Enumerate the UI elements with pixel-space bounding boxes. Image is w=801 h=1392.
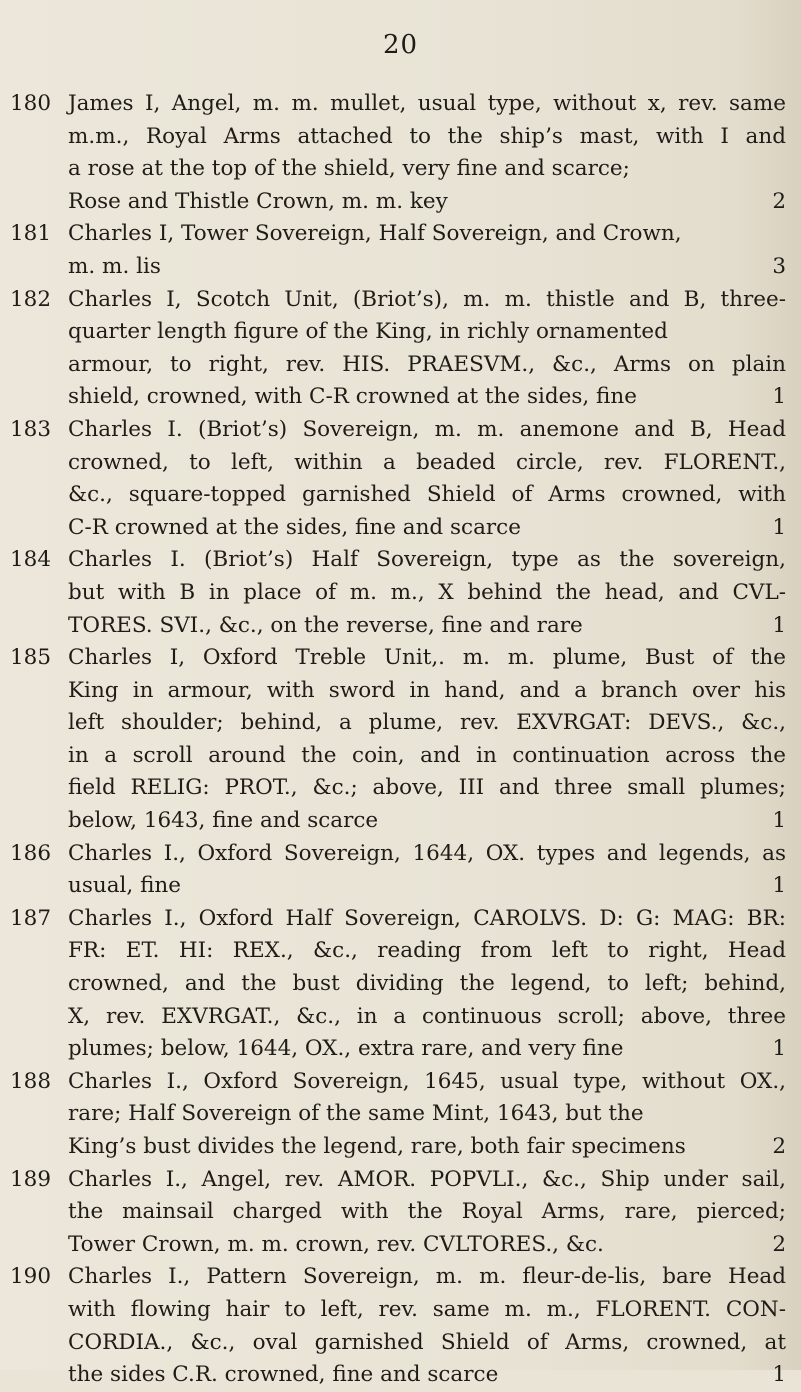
description-line xyxy=(68,218,786,251)
lot-description xyxy=(68,642,786,838)
description-line xyxy=(68,577,786,610)
lot-number: 189 xyxy=(10,1166,52,1192)
description-text: Charles I, Oxford Treble Unit,. m. m. plume, Bust of the xyxy=(68,645,786,671)
lot-entry xyxy=(10,414,786,544)
description-line xyxy=(68,349,786,382)
description-text: &c., square-topped garnished Shield of Arms crowned, with xyxy=(68,482,786,508)
description-text: with flowing hair to left, rev. same m. m., FLORENT. CON- xyxy=(68,1296,786,1322)
lot-entry xyxy=(10,544,786,642)
lot-description xyxy=(68,1164,786,1262)
lot-description xyxy=(68,903,786,1066)
lot-description xyxy=(68,1261,786,1391)
description-line xyxy=(68,610,786,643)
description-text: but with B in place of m. m., X behind the head, and CVL- xyxy=(68,579,786,605)
description-text: shield, crowned, with C-R crowned at the sides, fine xyxy=(68,384,637,410)
lot-entry xyxy=(10,218,786,283)
description-text: C-R crowned at the sides, fine and scarce xyxy=(68,514,521,540)
description-text: King in armour, with sword in hand, and a branch over his xyxy=(68,677,786,703)
description-line xyxy=(68,1196,786,1229)
description-line xyxy=(68,805,786,838)
description-line xyxy=(68,1098,786,1131)
lot-entry xyxy=(10,903,786,1066)
lot-number: 183 xyxy=(10,416,52,442)
description-line xyxy=(68,1066,786,1099)
description-line xyxy=(68,1229,786,1262)
lot-quantity: 1 xyxy=(772,514,786,540)
description-line xyxy=(68,675,786,708)
description-line xyxy=(68,121,786,154)
description-line xyxy=(68,1261,786,1294)
lot-description xyxy=(68,88,786,218)
description-line xyxy=(68,772,786,805)
description-text: King’s bust divides the legend, rare, both fair specimens xyxy=(68,1134,686,1159)
description-text: crowned, and the bust dividing the legend, to left; behind, xyxy=(68,971,786,997)
lot-number: 188 xyxy=(10,1068,52,1094)
description-line xyxy=(68,870,786,903)
description-text: Charles I., Oxford Sovereign, 1644, OX. types and legends, as xyxy=(68,840,786,866)
description-text: m. m. lis xyxy=(68,253,161,279)
lot-entry xyxy=(10,284,786,414)
description-text: usual, fine xyxy=(68,873,182,899)
description-line xyxy=(68,903,786,936)
lot-entry xyxy=(10,838,786,903)
description-text: rare; Half Sovereign of the same Mint, 1643, but the xyxy=(68,1101,644,1127)
description-line xyxy=(68,512,786,545)
description-line xyxy=(68,186,786,219)
lot-number: 180 xyxy=(10,91,52,116)
description-text: Charles I. (Briot’s) Half Sovereign, type as the sovereign, xyxy=(68,547,786,573)
description-text: Rose and Thistle Crown, m. m. key xyxy=(68,188,448,214)
description-line xyxy=(68,153,786,186)
description-text: Charles I., Oxford Half Sovereign, CAROLVS. D: G: MAG: BR: xyxy=(68,905,786,931)
lot-quantity: 1 xyxy=(772,612,786,638)
lot-entry xyxy=(10,1164,786,1262)
description-line xyxy=(68,381,786,414)
lot-entry xyxy=(10,642,786,838)
description-line xyxy=(68,642,786,675)
description-line xyxy=(68,968,786,1001)
description-line xyxy=(68,316,786,349)
description-line xyxy=(68,544,786,577)
description-text: the mainsail charged with the Royal Arms, rare, pierced; xyxy=(68,1199,786,1225)
description-line xyxy=(68,1001,786,1034)
description-text: James I, Angel, m. m. mullet, usual type, without x, rev. same xyxy=(68,91,786,116)
lot-number: 187 xyxy=(10,905,52,931)
description-line xyxy=(68,1294,786,1327)
lot-description xyxy=(68,544,786,642)
lot-quantity: 2 xyxy=(772,1134,786,1159)
description-text: X, rev. EXVRGAT., &c., in a continuous scroll; above, three xyxy=(68,1003,786,1029)
lot-entry xyxy=(10,1261,786,1391)
lot-number: 186 xyxy=(10,840,52,866)
lot-quantity: 3 xyxy=(772,253,786,279)
description-text: a rose at the top of the shield, very fine and scarce; xyxy=(68,156,630,182)
lot-description xyxy=(68,838,786,903)
lot-description xyxy=(68,1066,786,1164)
description-line xyxy=(68,935,786,968)
description-text: Charles I. (Briot’s) Sovereign, m. m. anemone and B, Head xyxy=(68,416,786,442)
lot-number: 185 xyxy=(10,645,52,671)
description-text: m.m., Royal Arms attached to the ship’s mast, with I and xyxy=(68,123,786,149)
description-text: Charles I., Angel, rev. AMOR. POPVLI., &c., Ship under sail, xyxy=(68,1166,786,1192)
lot-description xyxy=(68,284,786,414)
description-text: field RELIG: PROT., &c.; above, III and three small plumes; xyxy=(68,775,786,801)
lot-entry xyxy=(10,1066,786,1164)
description-text: armour, to right, rev. HIS. PRAESVM., &c., Arms on plain xyxy=(68,351,786,377)
description-text: in a scroll around the coin, and in continuation across the xyxy=(68,742,786,768)
lot-number: 190 xyxy=(10,1264,52,1290)
description-text: Charles I., Pattern Sovereign, m. m. fleur-de-lis, bare Head xyxy=(68,1264,786,1290)
description-text: CORDIA., &c., oval garnished Shield of Arms, crowned, at xyxy=(68,1329,786,1355)
description-line xyxy=(68,1131,786,1164)
description-text: the sides C.R. crowned, fine and scarce xyxy=(68,1362,499,1388)
lot-quantity: 1 xyxy=(772,808,786,834)
description-line xyxy=(68,88,786,121)
description-line xyxy=(68,414,786,447)
lot-description xyxy=(68,218,786,283)
lot-quantity: 1 xyxy=(772,1362,786,1388)
description-text: TORES. SVI., &c., on the reverse, fine and rare xyxy=(68,612,583,638)
description-text: Tower Crown, m. m. crown, rev. CVLTORES., &c. xyxy=(68,1231,604,1257)
lot-quantity: 1 xyxy=(772,873,786,899)
lot-number: 182 xyxy=(10,286,52,312)
description-line xyxy=(68,1327,786,1360)
description-line xyxy=(68,740,786,773)
description-text: FR: ET. HI: REX., &c., reading from left to right, Head xyxy=(68,938,786,964)
description-line xyxy=(68,284,786,317)
description-text: crowned, to left, within a beaded circle, rev. FLORENT., xyxy=(68,449,786,475)
description-line xyxy=(68,838,786,871)
lot-number: 184 xyxy=(10,547,52,573)
lot-description xyxy=(68,414,786,544)
description-line xyxy=(68,479,786,512)
lot-quantity: 1 xyxy=(772,1036,786,1062)
description-line xyxy=(68,251,786,284)
lot-quantity: 2 xyxy=(772,188,786,214)
description-text: quarter length figure of the King, in richly ornamented xyxy=(68,319,668,345)
description-text: plumes; below, 1644, OX., extra rare, and very fine xyxy=(68,1036,624,1062)
description-text: left shoulder; behind, a plume, rev. EXVRGAT: DEVS., &c., xyxy=(68,710,786,736)
description-line xyxy=(68,707,786,740)
description-text: Charles I, Scotch Unit, (Briot’s), m. m. thistle and B, three- xyxy=(68,286,786,312)
lot-quantity: 2 xyxy=(772,1231,786,1257)
description-line xyxy=(68,447,786,480)
description-line xyxy=(68,1359,786,1392)
lot-entry xyxy=(10,88,786,218)
description-text: Charles I., Oxford Sovereign, 1645, usual type, without OX., xyxy=(68,1068,786,1094)
description-line xyxy=(68,1033,786,1066)
lot-list xyxy=(10,88,786,1392)
description-text: Charles I, Tower Sovereign, Half Sovereign, and Crown, xyxy=(68,221,682,247)
page-number: 20 xyxy=(382,30,419,60)
description-text: below, 1643, fine and scarce xyxy=(68,808,379,834)
lot-quantity: 1 xyxy=(772,384,786,410)
description-line xyxy=(68,1164,786,1197)
lot-number: 181 xyxy=(10,221,52,247)
